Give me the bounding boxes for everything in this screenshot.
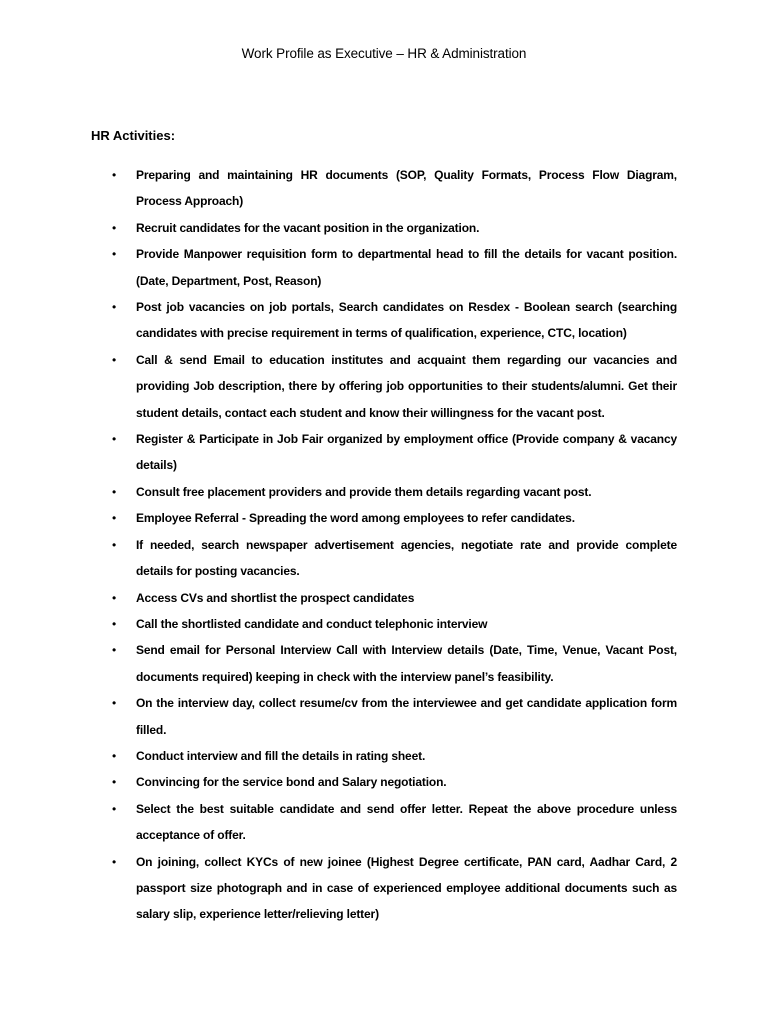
list-item xyxy=(110,532,677,585)
list-item xyxy=(110,426,677,479)
list-item-text: Provide Manpower requisition form to departmental head to fill the details for vacant position. (Date, Department, Post, Reason) xyxy=(136,247,677,288)
bullet-icon: • xyxy=(112,220,117,235)
bullet-icon: • xyxy=(112,748,117,763)
list-item-text: Select the best suitable candidate and send offer letter. Repeat the above procedure unless acceptance of offer. xyxy=(136,801,677,843)
bullet-icon: • xyxy=(112,432,117,447)
list-item-text: Register & Participate in Job Fair organized by employment office (Provide company & vacancy details) xyxy=(136,432,677,473)
list-item-text: Preparing and maintaining HR documents (SOP, Quality Formats, Process Flow Diagram, Process Approach) xyxy=(136,168,677,209)
list-item xyxy=(110,637,677,690)
list-item-text: Access CVs and shortlist the prospect candidates xyxy=(136,590,415,605)
bullet-icon: • xyxy=(112,352,117,367)
list-item-text: Send email for Personal Interview Call with Interview details (Date, Time, Venue, Vacant Post, documents required) keeping in check with the interview panel’s feasibility. xyxy=(136,643,677,684)
bullet-icon: • xyxy=(112,300,117,315)
bullet-icon: • xyxy=(112,511,117,526)
list-item xyxy=(110,796,677,849)
bullet-icon: • xyxy=(112,643,117,658)
bullet-icon: • xyxy=(112,616,117,631)
list-item-text: On joining, collect KYCs of new joinee (Highest Degree certificate, PAN card, Aadhar Card, 2 passport size photograph and in case of experienced employee additional documents such as salary slip, experience letter/relieving letter) xyxy=(136,854,677,922)
list-item xyxy=(110,294,677,347)
list-item-text: Convincing for the service bond and Salary negotiation. xyxy=(136,775,447,790)
bullet-icon: • xyxy=(112,168,117,182)
list-item xyxy=(110,505,677,531)
section-heading: HR Activities: xyxy=(91,128,176,143)
bullet-icon: • xyxy=(112,247,117,262)
bullet-icon: • xyxy=(112,537,117,552)
bullet-icon: • xyxy=(112,696,117,711)
list-item-text: Post job vacancies on job portals, Search candidates on Resdex - Boolean search (searching candidates with precise requirement in terms of qualification, experience, CTC, location) xyxy=(136,300,677,341)
list-item xyxy=(110,215,677,241)
document-title: Work Profile as Executive – HR & Administration xyxy=(241,46,527,61)
bullet-icon: • xyxy=(112,775,117,790)
list-item xyxy=(110,769,677,795)
list-item-text: Call the shortlisted candidate and conduct telephonic interview xyxy=(136,616,488,631)
bullet-icon: • xyxy=(112,590,117,605)
list-item xyxy=(110,690,677,743)
list-item-text: On the interview day, collect resume/cv from the interviewee and get candidate application form filled. xyxy=(136,696,677,737)
hr-activities-list xyxy=(110,162,677,928)
list-item-text: If needed, search newspaper advertisement agencies, negotiate rate and provide complete details for posting vacancies. xyxy=(136,537,677,579)
list-item xyxy=(110,479,677,505)
list-item xyxy=(110,743,677,769)
list-item-text: Conduct interview and fill the details in rating sheet. xyxy=(136,748,426,763)
list-item xyxy=(110,849,677,928)
list-item-text: Recruit candidates for the vacant position in the organization. xyxy=(136,220,480,235)
bullet-icon: • xyxy=(112,801,117,816)
list-item xyxy=(110,241,677,294)
list-item-text: Consult free placement providers and provide them details regarding vacant post. xyxy=(136,484,592,499)
list-item xyxy=(110,585,677,611)
list-item-text: Employee Referral - Spreading the word among employees to refer candidates. xyxy=(136,511,575,526)
list-item xyxy=(110,611,677,637)
list-item xyxy=(110,162,677,215)
bullet-icon: • xyxy=(112,854,117,869)
list-item-text: Call & send Email to education institutes and acquaint them regarding our vacancies and providing Job description, there by offering job opportunities to their students/alumni. Get their student details, contact each student and know their willingness for the vacant post. xyxy=(136,352,677,420)
bullet-icon: • xyxy=(112,484,117,499)
list-item xyxy=(110,347,677,426)
